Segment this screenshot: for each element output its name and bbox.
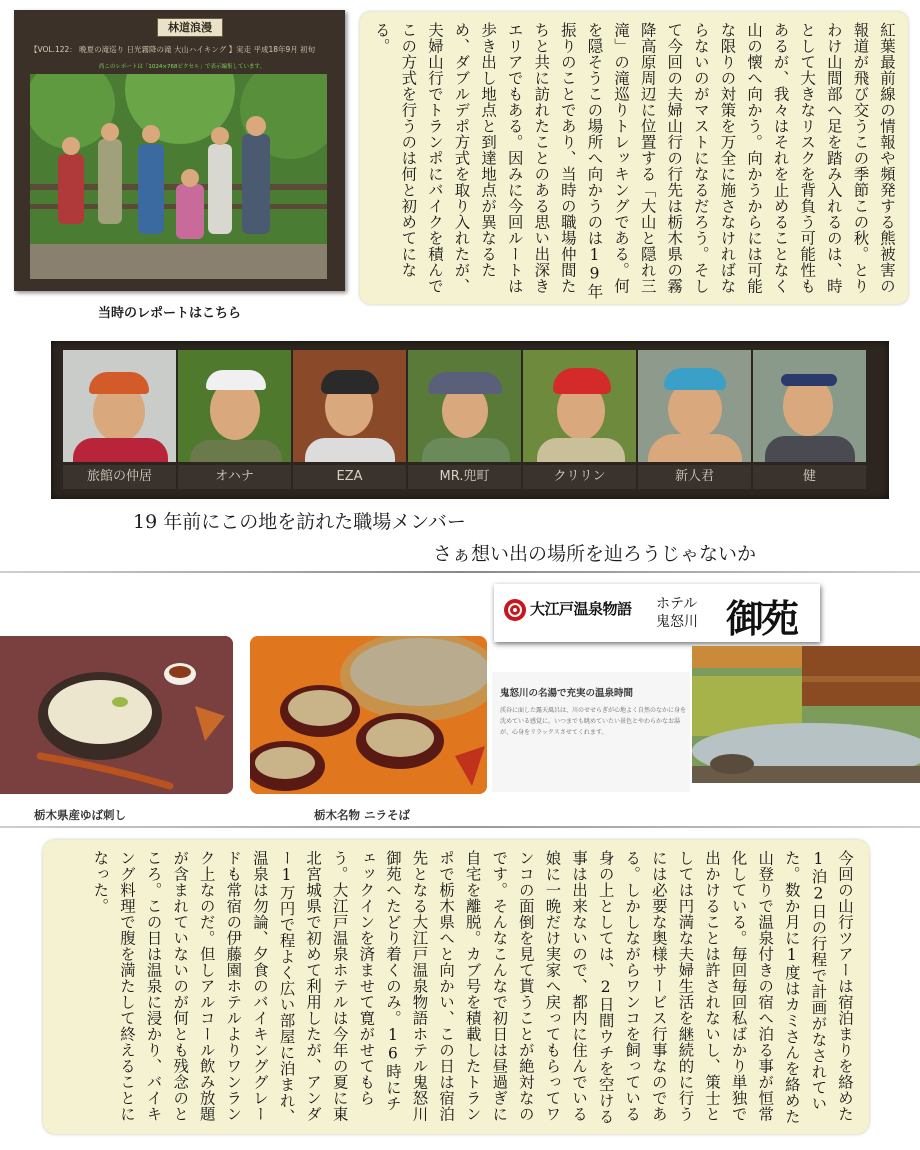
member-photo (178, 350, 291, 462)
member-name: 旅館の仲居 (63, 465, 176, 489)
soba-photo (250, 636, 487, 794)
hotel-name-kanji: 御苑 (726, 596, 797, 641)
member-name: 新人君 (638, 465, 751, 489)
member-photo (753, 350, 866, 462)
member-card (408, 350, 521, 489)
member-strip (51, 341, 889, 499)
report-card[interactable] (14, 10, 345, 291)
spa-title: 鬼怒川の名湯で充実の温泉時間 (500, 688, 634, 699)
member-name: EZA (293, 465, 406, 489)
member-card (638, 350, 751, 489)
hotel-banner[interactable] (494, 584, 820, 642)
member-name: MR.兜町 (408, 465, 521, 489)
yuba-photo (0, 636, 233, 794)
hotel-brand: 大江戸温泉物語 (530, 600, 632, 618)
intro-text: 紅葉最前線の情報や頻発する熊被害の報道が飛び交うこの季節この秋。とりわけ山間部へ足を踏み入れるのは、時として大きなリスクを背負う可能性もあるが、我々はそれを止めることなく山の懐へ向かう。向かうからには可能な限りの対策を万全に施さなければならないのがマストになるだろう。そして今回の夫婦山行の行先は栃木県の霧降高原周辺に位置する「大山と隠れ三滝」の滝巡りトレッキングである。何を隠そうこの場所へ向かうのは19年振りのことであり、当時の職場仲間たちと共に訪れたことのある思い出深きエリアでもある。因みに今回ルートは歩き出し地点と到達地点が異なるため、ダブルデポ方式を取り入れたが、夫婦山行でトランポにバイクを積んでこの方式を行うのは何と初めてになる。 (372, 22, 896, 300)
onsen-image (692, 646, 920, 783)
members-headline: 19 年前にこの地を訪れた職場メンバー (133, 511, 466, 533)
spa-description: 渓谷に面した露天風呂は、川のせせらぎが心地よく自然のなかに身を沈めている感覚に。いつまでも眺めていたい景色とやわらかなお湯が、心身をリラックスさせてくれます。 (500, 707, 687, 736)
member-name: クリリン (523, 465, 636, 489)
section-divider (0, 826, 920, 828)
hotel-name-line2: 鬼怒川 (656, 614, 698, 630)
soba-caption: 栃木名物 ニラそば (314, 808, 411, 822)
report-caption-link[interactable]: 当時のレポートはこちら (98, 306, 242, 321)
group-photo-image (30, 74, 327, 279)
member-name: 健 (753, 465, 866, 489)
story-text: 今回の山行ツアーは宿泊まりを絡めた1泊2日の行程で計画がなされていた。数か月に1度はカミさんを絡めた山登りで温泉付きの宿へ泊る事が恒常化している。毎回毎回私ばかり単独で出かけることは許されないし、策士としては円満な夫婦生活を継続的に行うには必要な奥様サービス行事なのである。しかしながらワンコを飼っている身の上としては、2日間ウチを空ける事は出来ないので、都内に住んでいる娘に一晩だけ実家へ戻ってもらってワンコの面倒を見て貰うことが絶対なのです。そんなこんなで初日は昼過ぎに自宅を離脱。カブ号を積載したトランポで栃木県へと向かい、この日は宿泊先となる大江戸温泉物語ホテル鬼怒川御苑へたどり着くのみ。16時にチェックインを済ませて寛がせてもらう。大江戸温泉ホテルは今年の夏に東北宮城県で初めて利用したが、アンダー1万円で程よく広い部屋に泊まれ、温泉は勿論、夕食のバイキンググレードも常宿の伊藤園ホテルよりワンランク上なのだ。但しアルコール飲み放題が含まれていないのが何とも残念のところ。この日は温泉に浸かり、バイキング料理で腹を満たして終えることになった。 (91, 850, 854, 1125)
memories-headline: さぁ想い出の場所を辿ろうじゃないか (433, 543, 757, 565)
yuba-caption: 栃木県産ゆば刺し (34, 808, 126, 822)
report-logo: 林道浪漫 (157, 18, 223, 37)
member-card (63, 350, 176, 489)
hotel-crest-icon (504, 599, 526, 621)
section-divider (0, 571, 920, 573)
member-card (523, 350, 636, 489)
member-card (753, 350, 866, 489)
soba-image (250, 636, 487, 794)
member-photo (293, 350, 406, 462)
report-display-note: 尚このレポートは「1024×768ピクセル」で表示編集しています。 (98, 64, 266, 70)
onsen-photo (692, 646, 920, 783)
report-vol-line: 【VOL.122： 晩夏の滝巡り 日光霧降の滝 大山ハイキング 】実走 平成18年9月 初旬 (30, 45, 316, 54)
member-card (293, 350, 406, 489)
group-photo[interactable] (30, 74, 327, 279)
member-photo (523, 350, 636, 462)
yuba-image (0, 636, 233, 794)
member-photo (63, 350, 176, 462)
hotel-name-line1: ホテル (656, 596, 698, 612)
member-name: オハナ (178, 465, 291, 489)
member-photo (638, 350, 751, 462)
member-card (178, 350, 291, 489)
member-photo (408, 350, 521, 462)
